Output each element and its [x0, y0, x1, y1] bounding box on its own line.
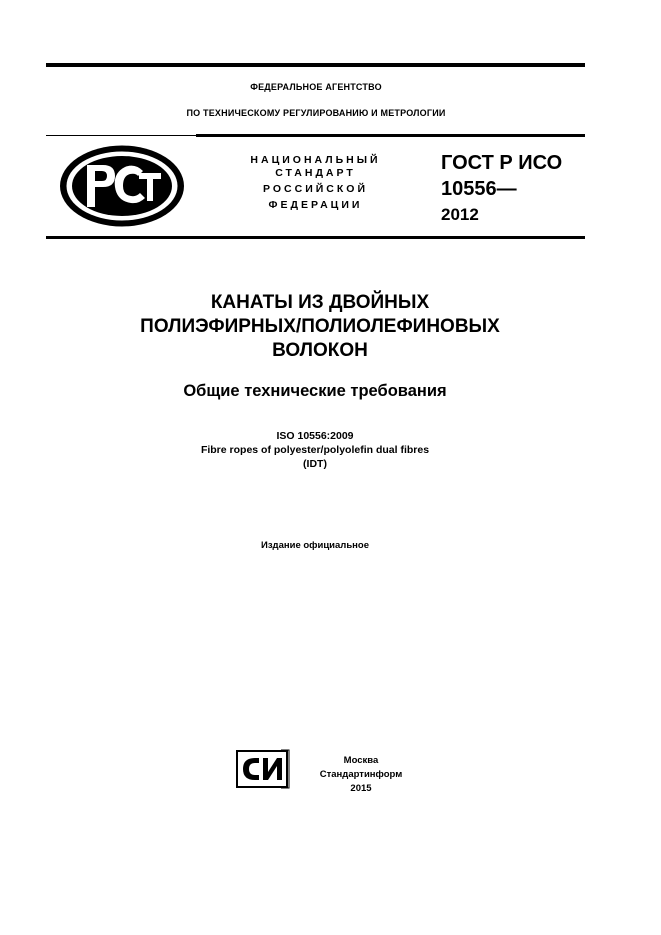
publisher-block [296, 754, 426, 796]
standard-designation [441, 150, 562, 228]
publisher-name: Стандартинформ [319, 769, 403, 780]
iso-number: ISO 10556:2009 [276, 430, 354, 442]
document-subtitle: Общие технические требования [183, 382, 447, 400]
title-line-1: КАНАТЫ ИЗ ДВОЙНЫХ [210, 292, 430, 313]
designation-line-1: ГОСТ Р ИСО [441, 152, 563, 174]
standard-type-line-3: РОССИЙСКОЙ [263, 183, 368, 195]
edition-note: Издание официальное [261, 540, 369, 551]
iso-equivalence: (IDT) [303, 458, 327, 470]
standard-type-line-1: НАЦИОНАЛЬНЫЙ [250, 154, 381, 166]
agency-line-1: ФЕДЕРАЛЬНОЕ АГЕНТСТВО [250, 82, 382, 92]
agency-line-2: ПО ТЕХНИЧЕСКОМУ РЕГУЛИРОВАНИЮ И МЕТРОЛОГИИ [186, 108, 446, 118]
designation-line-2: 10556— [441, 178, 517, 200]
publisher-year: 2015 [350, 783, 372, 794]
iso-reference [60, 429, 570, 471]
iso-english-title: Fibre ropes of polyester/polyolefin dual fibres [200, 444, 430, 456]
standartinform-logo-icon [235, 748, 291, 790]
title-line-2: ПОЛИЭФИРНЫХ/ПОЛИОЛЕФИНОВЫХ [140, 316, 500, 337]
publisher-city: Москва [343, 755, 379, 766]
top-rule [46, 63, 585, 67]
rst-certification-mark-icon [57, 143, 187, 229]
title-line-3: ВОЛОКОН [272, 340, 368, 361]
document-title [60, 291, 580, 363]
designation-line-3: 2012 [441, 205, 479, 224]
header-rule-thin [46, 135, 196, 136]
standard-type-line-4: ФЕДЕРАЦИИ [268, 199, 363, 211]
standard-type-line-2: СТАНДАРТ [275, 167, 356, 179]
header-bottom-rule [46, 236, 585, 239]
header-rule-thick [196, 134, 585, 137]
